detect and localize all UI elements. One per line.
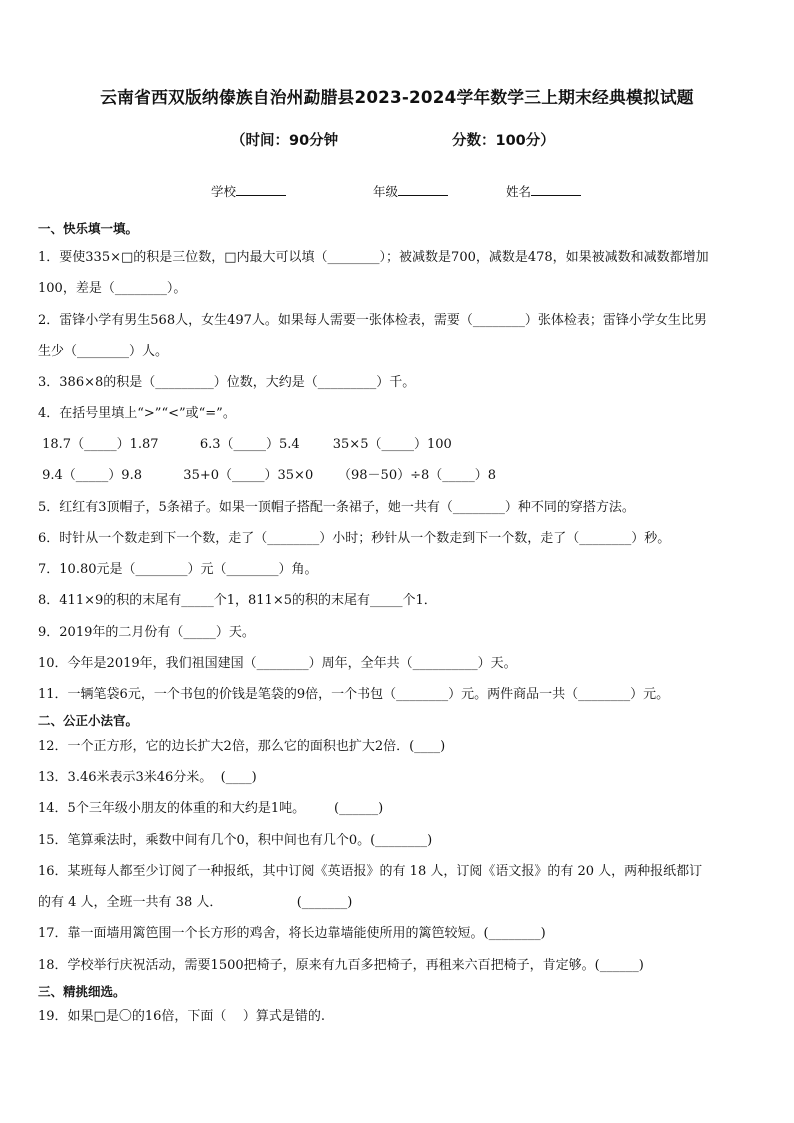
page-title: 云南省西双版纳傣族自治州勐腊县2023-2024学年数学三上期末经典模拟试题: [100, 87, 694, 107]
name-field: [506, 182, 581, 200]
exam-score: 分数：100分）: [452, 133, 555, 149]
question-line: 7．10.80元是（________）元（________）角。: [38, 562, 318, 577]
school-blank: [236, 183, 286, 196]
question-line: 18．学校举行庆祝活动，需要1500把椅子，原来有九百多把椅子，再租来六百把椅子，肯定够。(______): [38, 958, 644, 973]
question-line: 9．2019年的二月份有（_____）天。: [38, 625, 255, 640]
question-line: 10．今年是2019年，我们祖国建国（________）周年，全年共（__________）天。: [38, 656, 517, 671]
question-line: 6．时针从一个数走到下一个数，走了（________）小时；秒针从一个数走到下一个数，走了（________）秒。: [38, 531, 671, 546]
question-line: 16．某班每人都至少订阅了一种报纸，其中订阅《英语报》的有 18 人，订阅《语文报》的有 20 人，两种报纸都订: [38, 864, 703, 879]
question-line: 3．386×8的积是（_________）位数，大约是（_________）千。: [38, 375, 416, 390]
question-line: 生少（________）人。: [38, 344, 169, 359]
question-line: 14．5个三年级小朋友的体重的和大约是1吨。 (______): [38, 801, 384, 816]
question-line: 11．一辆笔袋6元，一个书包的价钱是笔袋的9倍，一个书包（________）元。两件商品一共（________）元。: [38, 687, 670, 702]
section-heading-1: 一、快乐填一填。: [38, 221, 139, 236]
name-label: 姓名: [506, 184, 532, 199]
question-line: 5．红红有3顶帽子，5条裙子。如果一顶帽子搭配一条裙子，她一共有（________）种不同的穿搭方法。: [38, 500, 635, 515]
section-heading-2: 二、公正小法官。: [38, 713, 139, 728]
grade-field: [373, 182, 448, 200]
question-line: 100，差是（________）。: [38, 281, 187, 296]
exam-time: （时间：90分钟: [231, 133, 339, 149]
question-line: 8．411×9的积的末尾有_____个1，811×5的积的末尾有_____个1．: [38, 593, 437, 608]
question-line: 19．如果□是〇的16倍，下面（ ）算式是错的.: [38, 1009, 326, 1024]
section-heading-3: 三、精挑细选。: [38, 984, 126, 999]
grade-blank: [398, 183, 448, 196]
question-line: 18.7（_____）1.87 6.3（_____）5.4 35×5（_____）100: [38, 437, 452, 452]
question-line: 17．靠一面墙用篱笆围一个长方形的鸡舍，将长边靠墙能使所用的篱笆较短。(________): [38, 926, 546, 941]
question-line: 15．笔算乘法时，乘数中间有几个0，积中间也有几个0。(________): [38, 833, 433, 848]
question-line: 12．一个正方形，它的边长扩大2倍，那么它的面积也扩大2倍．(____): [38, 739, 446, 754]
question-line: 1．要使335×□的积是三位数，□内最大可以填（________）；被减数是700，减数是478，如果被减数和减数都增加: [38, 250, 709, 265]
question-line: 13．3.46米表示3米46分米。 (____): [38, 770, 257, 785]
question-line: 9.4（_____）9.8 35+0（_____）35×0 （98－50）÷8（_____）8: [38, 468, 497, 483]
question-line: 的有 4 人，全班一共有 38 人． (_______): [38, 895, 353, 910]
school-field: [211, 182, 286, 200]
question-line: 4．在括号里填上“>”“<”或“=”。: [38, 406, 236, 421]
question-line: 2．雷锋小学有男生568人，女生497人。如果每人需要一张体检表，需要（________）张体检表；雷锋小学女生比男: [38, 313, 707, 328]
name-blank: [531, 183, 581, 196]
school-label: 学校: [211, 184, 237, 199]
grade-label: 年级: [373, 184, 399, 199]
